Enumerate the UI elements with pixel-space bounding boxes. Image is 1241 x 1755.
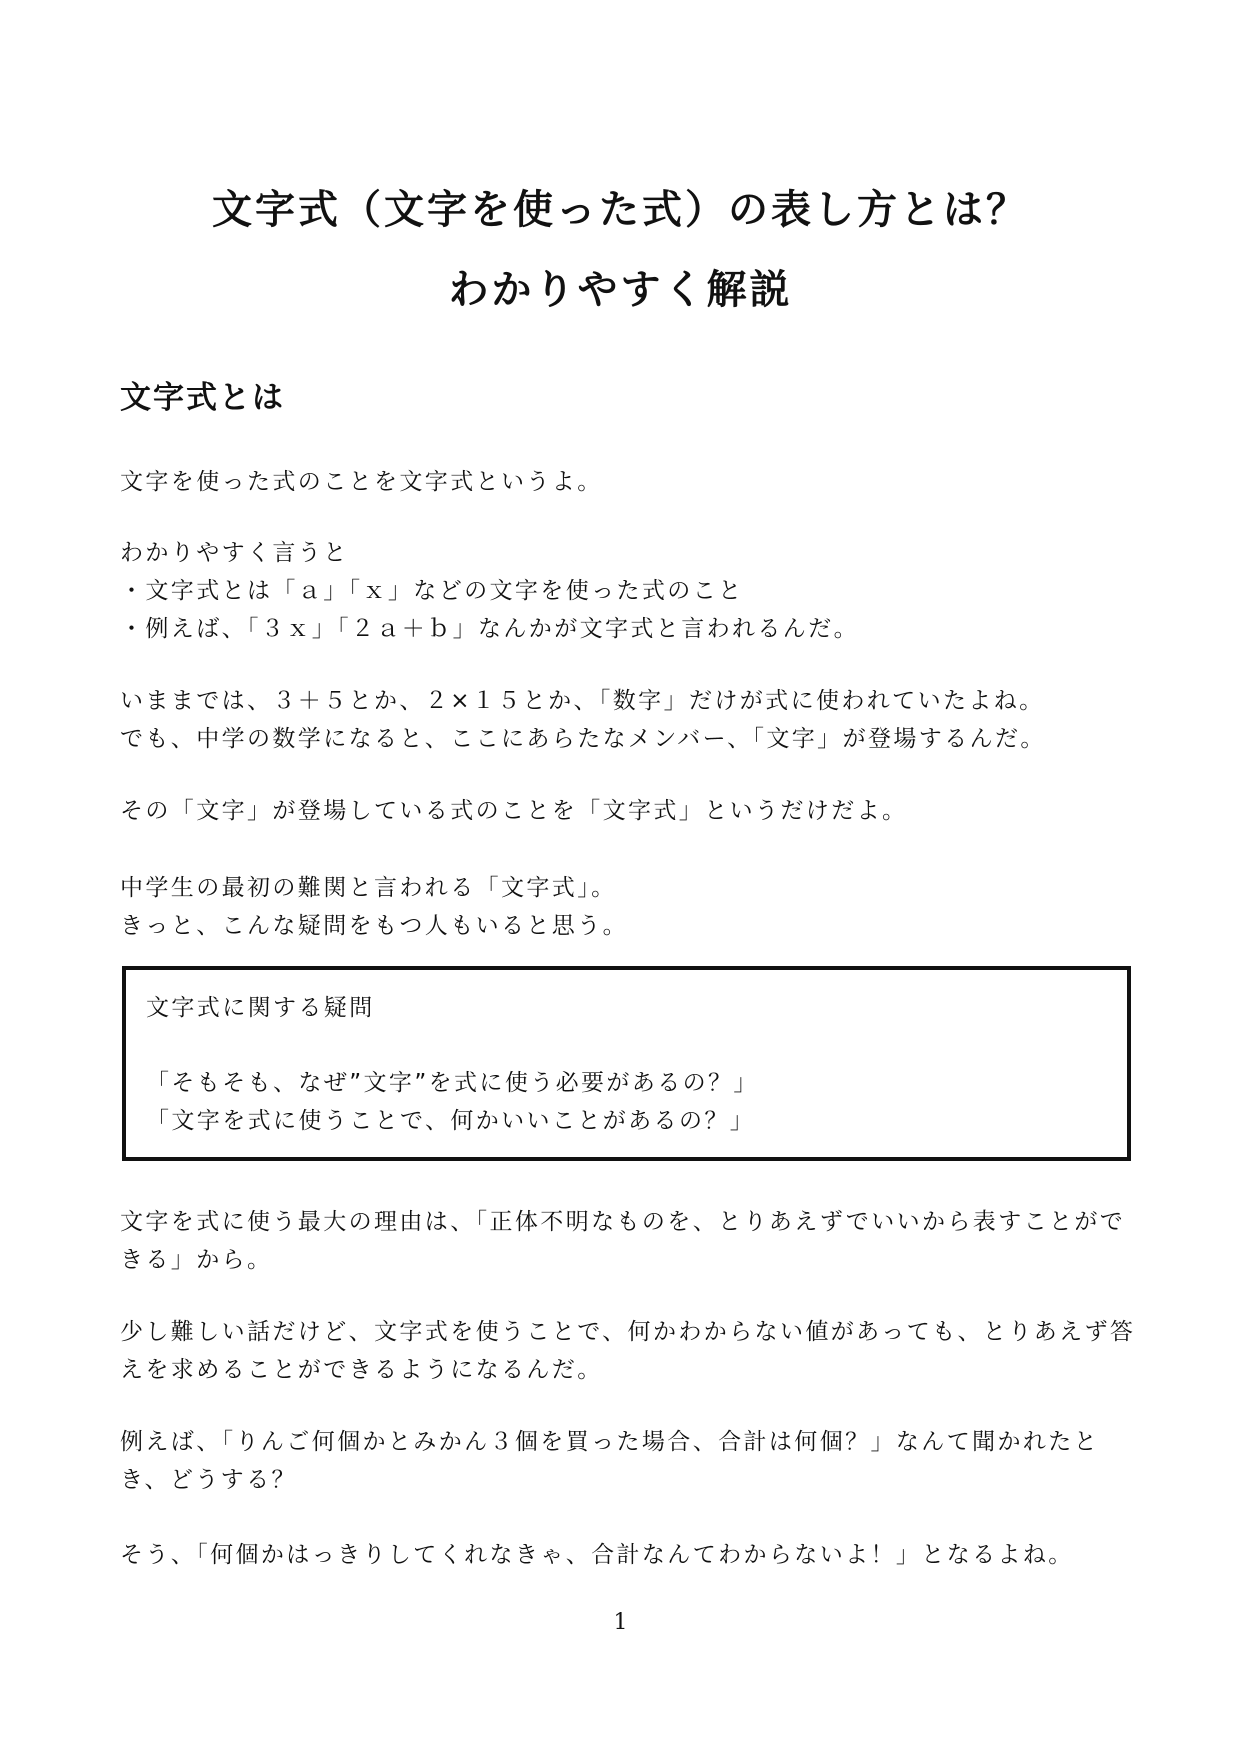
question-line: 「文字を式に使うことで、何かいいことがあるの？」 — [146, 1108, 756, 1134]
paragraph — [120, 792, 1120, 830]
text-line: わかりやすく言うと — [120, 540, 349, 566]
text-line: 文字を式に使う最大の理由は、「正体不明なものを、とりあえずでいいから表すことがで — [120, 1209, 1126, 1235]
paragraph — [120, 1313, 1136, 1389]
text-line: でも、中学の数学になると、ここにあらたなメンバー、「文字」が登場するんだ。 — [120, 726, 1046, 752]
text-line: き、どうする？ — [120, 1467, 297, 1493]
paragraph — [120, 682, 1120, 758]
paragraph — [120, 869, 1120, 945]
question-box-title: 文字式に関する疑問 — [146, 995, 375, 1021]
paragraph — [120, 1423, 1120, 1499]
title-line-1: 文字式（文字を使った式）の表し方とは？ — [212, 187, 1029, 233]
paragraph — [120, 1203, 1126, 1279]
text-line: ・例えば、「３ｘ」「２ａ＋ｂ」なんかが文字式と言われるんだ。 — [120, 616, 859, 642]
text-line: 中学生の最初の難関と言われる「文字式」。 — [120, 875, 617, 901]
page-number: 1 — [613, 1610, 628, 1635]
text-line: きる」から。 — [120, 1247, 273, 1273]
document-title — [0, 170, 1241, 330]
section-heading: 文字式とは — [120, 380, 285, 416]
text-line: そう、「何個かはっきりしてくれなきゃ、合計なんてわからないよ！」となるよね。 — [120, 1542, 1074, 1568]
text-line: 少し難しい話だけど、文字式を使うことで、何かわからない値があっても、とりあえず答 — [120, 1319, 1136, 1345]
paragraph — [120, 463, 1120, 501]
text-line: きっと、こんな疑問をもつ人もいると思う。 — [120, 913, 628, 939]
text-line: 例えば、「りんご何個かとみかん３個を買った場合、合計は何個？」なんて聞かれたと — [120, 1429, 1100, 1455]
question-line: 「そもそも、なぜ”文字”を式に使う必要があるの？」 — [146, 1070, 759, 1096]
question-box — [122, 966, 1131, 1161]
text-line: 文字を使った式のことを文字式というよ。 — [120, 469, 603, 495]
text-line: ・文字式とは「ａ」「ｘ」などの文字を使った式のこと — [120, 578, 744, 604]
paragraph — [120, 1536, 1120, 1574]
paragraph — [120, 534, 1120, 648]
text-line: その「文字」が登場している式のことを「文字式」というだけだよ。 — [120, 798, 908, 824]
text-line: えを求めることができるようになるんだ。 — [120, 1357, 603, 1383]
title-line-2: わかりやすく解説 — [448, 267, 793, 313]
text-line: いままでは、３＋５とか、２×１５とか、「数字」だけが式に使われていたよね。 — [120, 688, 1045, 714]
